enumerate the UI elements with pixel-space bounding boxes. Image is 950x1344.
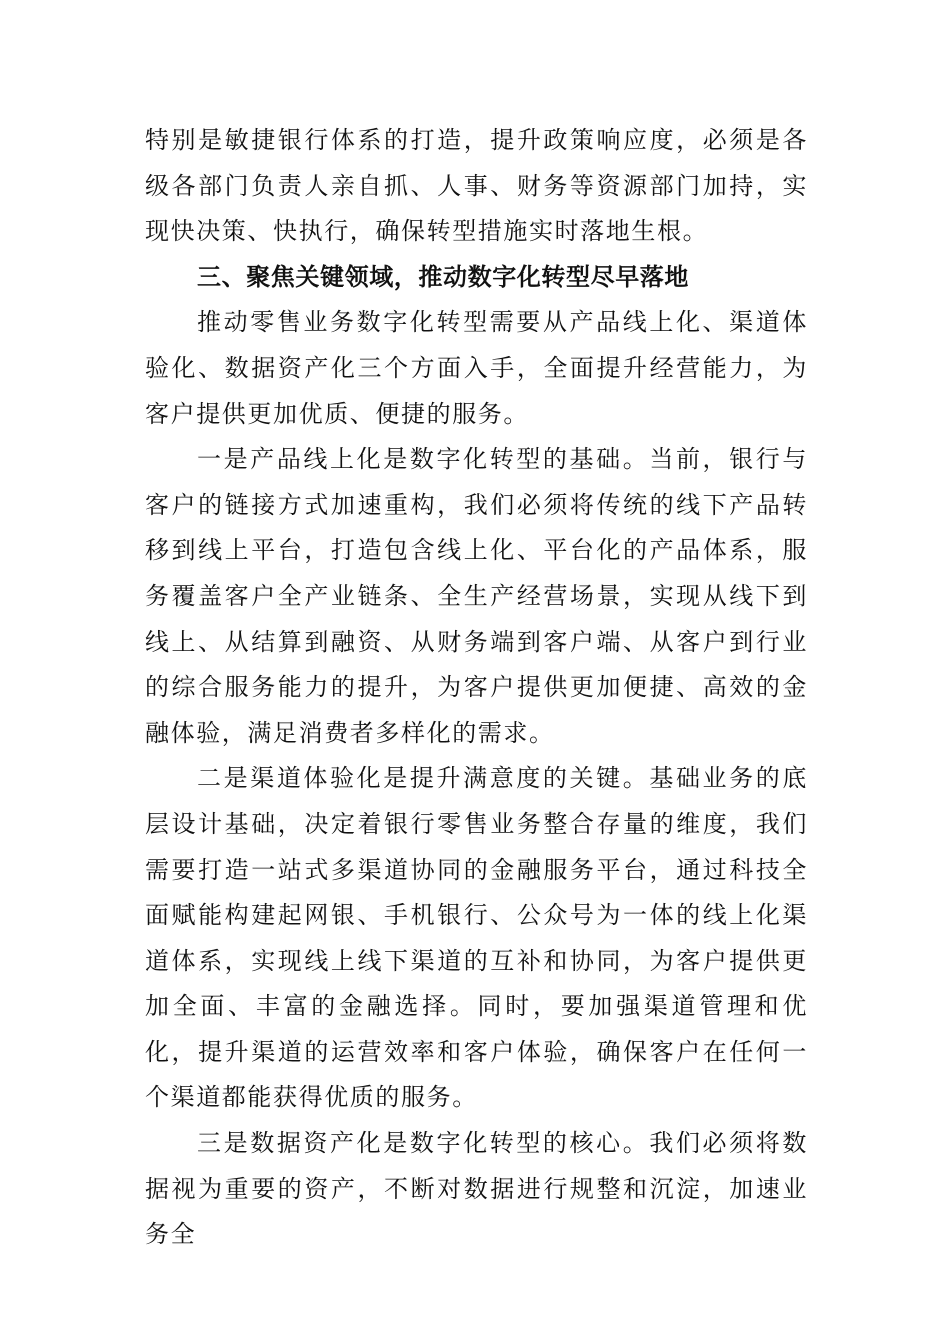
paragraph-data-assets: 三是数据资产化是数字化转型的核心。我们必须将数据视为重要的资产，不断对数据进行规整和沉淀，加速业务全 [145,1129,808,1249]
paragraph-product-online: 一是产品线上化是数字化转型的基础。当前，银行与客户的链接方式加速重构，我们必须将传统的线下产品转移到线上平台，打造包含线上化、平台化的产品体系，服务覆盖客户全产业链条、全生产经营场景，实现从线下到线上、从结算到融资、从财务端到客户端、从客户到行业的综合服务能力的提升，为客户提供更加便捷、高效的金融体验，满足消费者多样化的需求。 [145,445,808,747]
paragraph-intro: 推动零售业务数字化转型需要从产品线上化、渠道体验化、数据资产化三个方面入手，全面提升经营能力，为客户提供更加优质、便捷的服务。 [145,308,808,428]
section-heading: 三、聚焦关键领域，推动数字化转型尽早落地 [197,262,689,291]
document-body [145,118,808,1258]
paragraph-continuation: 特别是敏捷银行体系的打造，提升政策响应度，必须是各级各部门负责人亲自抓、人事、财务等资源部门加持，实现快决策、快执行，确保转型措施实时落地生根。 [145,126,808,246]
paragraph-channel-experience: 二是渠道体验化是提升满意度的关键。基础业务的底层设计基础，决定着银行零售业务整合存量的维度，我们需要打造一站式多渠道协同的金融服务平台，通过科技全面赋能构建起网银、手机银行、公众号为一体的线上化渠道体系，实现线上线下渠道的互补和协同，为客户提供更加全面、丰富的金融选择。同时，要加强渠道管理和优化，提升渠道的运营效率和客户体验，确保客户在任何一个渠道都能获得优质的服务。 [145,764,808,1112]
